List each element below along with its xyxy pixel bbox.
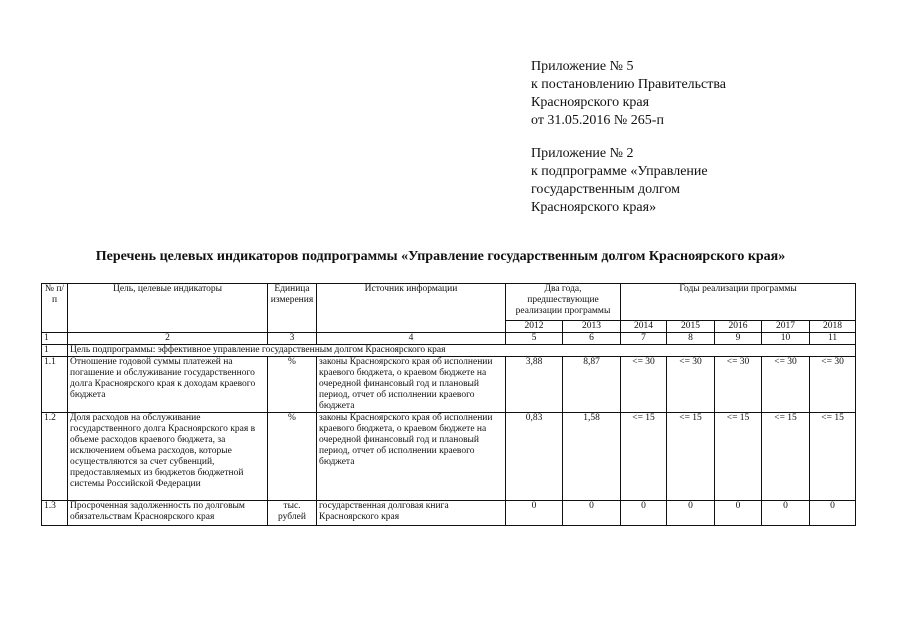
row-source: законы Красноярского края об исполнении краевого бюджета, о краевом бюджете на очередной финансовый год и плановый период, отчет об исполнении краевого бюджета (317, 357, 506, 413)
row-value: 0 (810, 501, 856, 526)
row-source: государственная долговая книга Красноярского края (317, 501, 506, 526)
row-source: законы Красноярского края об исполнении краевого бюджета, о краевом бюджете на очередной финансовый год и плановый период, отчет об исполнении краевого бюджета (317, 413, 506, 501)
goal-num: 1 (42, 345, 68, 357)
document-title (0, 249, 905, 265)
row-value: <= 30 (762, 357, 810, 413)
row-indicator: Просроченная задолженность по долговым обязательствам Красноярского края (68, 501, 268, 526)
table-header-row (42, 284, 856, 321)
row-value: <= 30 (715, 357, 762, 413)
appendix-2-block (531, 145, 708, 217)
header-goal: Цель, целевые индикаторы (68, 284, 268, 333)
row-value: <= 15 (762, 413, 810, 501)
row-value: <= 30 (621, 357, 667, 413)
row-value: <= 15 (621, 413, 667, 501)
row-unit: % (268, 413, 317, 501)
appendix-line: к постановлению Правительства (531, 77, 727, 92)
column-number: 9 (715, 333, 762, 345)
row-value: 3,88 (506, 357, 563, 413)
column-numbers-row (42, 333, 856, 345)
appendix-line: Приложение № 2 (531, 146, 634, 161)
column-number: 4 (317, 333, 506, 345)
column-number: 10 (762, 333, 810, 345)
appendix-line: Красноярского края (531, 95, 650, 110)
row-value: 0 (715, 501, 762, 526)
row-value: 1,58 (563, 413, 621, 501)
header-unit: Единица измерения (268, 284, 317, 333)
header-program-years: Годы реализации программы (621, 284, 856, 321)
column-number: 6 (563, 333, 621, 345)
row-value: <= 15 (715, 413, 762, 501)
column-number: 1 (42, 333, 68, 345)
row-value: 0 (667, 501, 715, 526)
row-value: <= 30 (810, 357, 856, 413)
appendix-5-block (531, 58, 726, 130)
column-number: 2 (68, 333, 268, 345)
row-value: 0 (762, 501, 810, 526)
column-number: 5 (506, 333, 563, 345)
row-value: 0 (563, 501, 621, 526)
appendix-line: Красноярского края» (531, 200, 657, 215)
header-prev-years: Два года, предшествующие реализации программы (506, 284, 621, 321)
row-unit: % (268, 357, 317, 413)
goal-text: Цель подпрограммы: эффективное управление государственным долгом Красноярского края (68, 345, 856, 357)
appendix-line: к подпрограмме «Управление (531, 164, 708, 179)
row-value: 0,83 (506, 413, 563, 501)
column-number: 7 (621, 333, 667, 345)
row-num: 1.3 (42, 501, 68, 526)
table-row (42, 357, 856, 413)
year-cell: 2015 (667, 321, 715, 333)
row-value: <= 15 (667, 413, 715, 501)
appendix-line: Приложение № 5 (531, 59, 634, 74)
year-cell: 2018 (810, 321, 856, 333)
indicators-table (41, 283, 856, 526)
row-value: 8,87 (563, 357, 621, 413)
column-number: 8 (667, 333, 715, 345)
row-num: 1.1 (42, 357, 68, 413)
year-cell: 2016 (715, 321, 762, 333)
year-cell: 2014 (621, 321, 667, 333)
column-number: 3 (268, 333, 317, 345)
header-num: № п/п (42, 284, 68, 333)
row-value: 0 (621, 501, 667, 526)
document-title-text: Перечень целевых индикаторов подпрограммы «Управление государственным долгом Красноярского края» (95, 249, 786, 264)
year-cell: 2012 (506, 321, 563, 333)
row-indicator: Доля расходов на обслуживание государственного долга Красноярского края в объеме расходов краевого бюджета, за исключением объема расходов, которые осуществляются за счет субвенций, предоставляемых из бюджетов бюджетной системы Российской Федерации (68, 413, 268, 501)
year-cell: 2013 (563, 321, 621, 333)
row-value: <= 30 (667, 357, 715, 413)
header-source: Источник информации (317, 284, 506, 333)
goal-row (42, 345, 856, 357)
year-cell: 2017 (762, 321, 810, 333)
row-value: 0 (506, 501, 563, 526)
appendix-line: государственным долгом (531, 182, 680, 197)
appendix-line: от 31.05.2016 № 265-п (531, 113, 664, 128)
table-row (42, 501, 856, 526)
row-unit: тыс. рублей (268, 501, 317, 526)
column-number: 11 (810, 333, 856, 345)
table-row (42, 413, 856, 501)
row-value: <= 15 (810, 413, 856, 501)
row-indicator: Отношение годовой суммы платежей на погашение и обслуживание государственного долга Красноярского края к доходам краевого бюджета (68, 357, 268, 413)
row-num: 1.2 (42, 413, 68, 501)
